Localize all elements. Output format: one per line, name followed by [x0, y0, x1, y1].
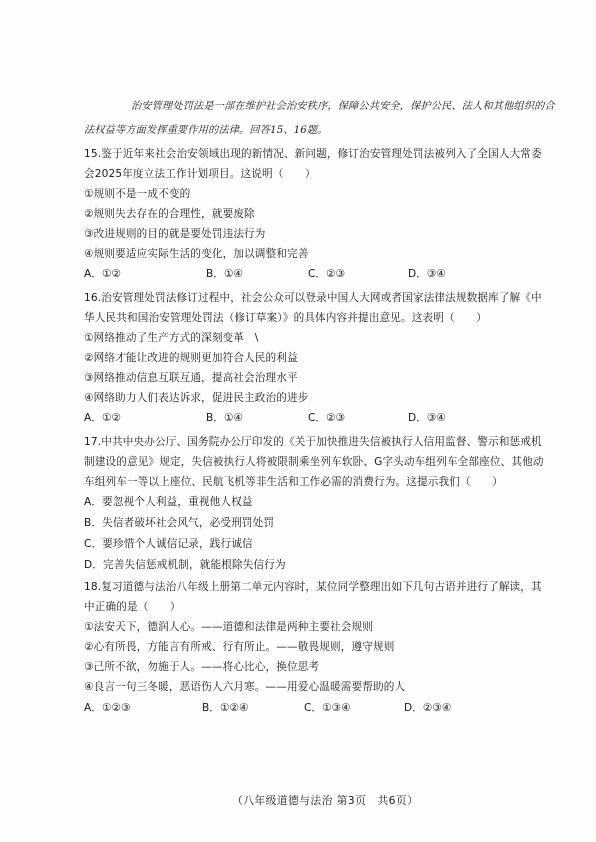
q17-stem-1: 17.中共中央办公厅、国务院办公厅印发的《关于加快推进失信被执行人信用监督、警示和惩戒机: [84, 436, 542, 448]
q15-item-1: ①规则不是一成不变的: [84, 188, 191, 200]
q17-stem-3: 车组列车一等以上座位、民航飞机等非生活和工作必需的消费行为。这提示我们（ ）: [84, 476, 504, 488]
q15-stem-1: 15.鉴于近年来社会治安领域出现的新情况、新问题，修订治安管理处罚法被列入了全国人大常委: [84, 148, 542, 160]
q16-item-3: ③网络推动信息互联互通，提高社会治理水平: [84, 372, 298, 384]
q17-option-a: A．要忽视个人利益，重视他人权益: [84, 496, 253, 508]
q15-item-4: ④规则要适应实际生活的变化，加以调整和完善: [84, 248, 309, 260]
q16-option-a: A．①②: [84, 412, 121, 424]
q16-item-4: ④网络助力人们表达诉求，促进民主政治的进步: [84, 392, 309, 404]
q17-option-c: C．要珍惜个人诚信记录，践行诚信: [84, 538, 253, 550]
q15-option-d: D．③④: [408, 268, 446, 280]
page-footer: （八年级道德与法治 第3页 共6页）: [232, 794, 419, 807]
q18-option-c: C．①③④: [304, 702, 351, 714]
q18-option-a: A．①②③: [84, 702, 131, 714]
intro-line-2: 法权益等方面发挥重要作用的法律。回答15、16题。: [84, 125, 328, 136]
intro-line-1: 治安管理处罚法是一部在维护社会治安秩序，保障公共安全，保护公民、法人和其他组织的合: [131, 101, 555, 112]
q18-item-4: ④良言一句三冬暖，恶语伤人六月寒。——用爱心温暖需要帮助的人: [84, 681, 406, 693]
q17-option-b: B．失信者破坏社会风气，必受刑罚处罚: [84, 517, 275, 529]
q15-option-c: C．②③: [308, 268, 345, 280]
q18-option-b: B．①②④: [202, 702, 249, 714]
q18-item-2: ②心有所畏，方能言有所戒、行有所止。——敬畏规则，遵守规则: [84, 641, 395, 653]
q16-option-c: C．②③: [308, 412, 345, 424]
q15-item-3: ③改进规则的目的就是要处罚违法行为: [84, 228, 266, 240]
q16-stem-2: 华人民共和国治安管理处罚法（修订草案）》的具体内容并提出意见。这表明（ ）: [84, 312, 487, 324]
q15-option-a: A．①②: [84, 268, 121, 280]
q15-item-2: ②规则失去存在的合理性，就要废除: [84, 208, 255, 220]
q17-option-d: D．完善失信惩戒机制，就能根除失信行为: [84, 559, 286, 571]
q16-option-d: D．③④: [408, 412, 446, 424]
q15-option-b: B．①④: [206, 268, 243, 280]
q18-item-3: ③己所不欲，勿施于人。——将心比心，换位思考: [84, 661, 320, 673]
q18-item-1: ①法安天下，德润人心。——道德和法律是两种主要社会规则: [84, 621, 373, 633]
q18-stem-1: 18.复习道德与法治八年级上册第二单元内容时，某位同学整理出如下几句古语并进行了解读，其: [84, 581, 542, 593]
q16-stem-1: 16.治安管理处罚法修订过程中，社会公众可以登录中国人大网或者国家法律法规数据库了解《中: [84, 292, 542, 304]
q16-item-1: ①网络推动了生产方式的深刻变革 \: [84, 332, 259, 344]
q18-stem-2: 中正确的是（ ）: [84, 601, 181, 613]
q16-item-2: ②网络才能让改进的规则更加符合人民的利益: [84, 352, 298, 364]
q16-option-b: B．①④: [206, 412, 243, 424]
q18-option-d: D．②③④: [404, 702, 452, 714]
q15-stem-2: 会2025年度立法工作计划项目。这说明（ ）: [84, 168, 316, 180]
q17-stem-2: 制建设的意见》规定，失信被执行人将被限制乘坐列车软卧、G字头动车组列车全部座位、其他动: [84, 456, 544, 468]
